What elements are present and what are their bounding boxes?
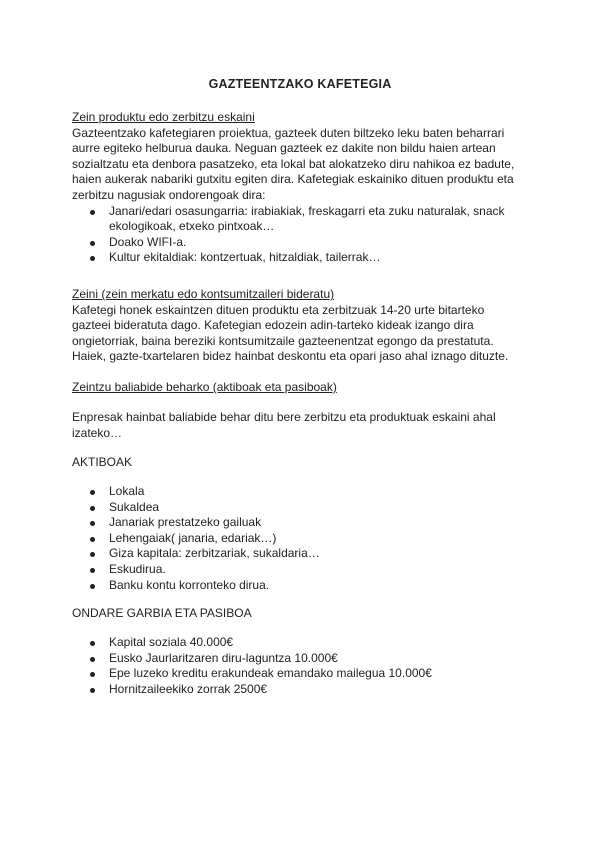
- list-item-text: Kultur ekitaldiak: kontzertuak, hitzaldiak, tailerrak…: [109, 250, 381, 265]
- paragraph-line: Enpresak hainbat baliabide behar ditu bere zerbitzu eta produktuak eskaini ahal: [72, 410, 496, 424]
- list-item: Eusko Jaurlaritzaren diru-laguntza 10.000€: [72, 651, 532, 667]
- paragraph-line: zerbitzu nagusiak ondorengoak dira:: [72, 187, 266, 202]
- products-list: [72, 204, 532, 266]
- list-item: Sukaldea: [72, 500, 532, 516]
- paragraph-line: Haiek, gazte-txartelaren bidez hainbat deskontu eta opari jaso ahal iznago dituzte.: [72, 349, 509, 364]
- section-target: [72, 287, 532, 365]
- paragraph-line: Kafetegi honek eskaintzen dituen produktu eta zerbitzuak 14-20 urte bitarteko: [72, 302, 485, 317]
- subheading: AKTIBOAK: [72, 455, 133, 469]
- list-item: Lehengaiak( janaria, edariak…): [72, 531, 532, 547]
- list-item: Banku kontu korronteko dirua.: [72, 578, 532, 594]
- section-heading: Zeintzu baliabide beharko (aktiboak eta pasiboak): [72, 380, 337, 394]
- aktiboak-list: [72, 484, 532, 593]
- paragraph-line: sozialtzatu eta denbora pasatzeko, eta lokal bat alokatzeko diru nahikoa ez badute,: [72, 156, 515, 171]
- list-item: Giza kapitala: zerbitzariak, sukaldaria…: [72, 546, 532, 562]
- paragraph-line: izateko…: [72, 425, 123, 440]
- list-item-text: ekologikoak, etxeko pintxoak…: [109, 219, 275, 234]
- list-item: Eskudirua.: [72, 562, 532, 578]
- paragraph-line: ongietorriak, baina bereziki kontsumitzaile gazteenentzat egongo da prestatuta.: [72, 333, 494, 348]
- paragraph-line: gazteei bideratuta dago. Kafetegian edozein adin-tarteko kideak izango dira: [72, 318, 474, 333]
- aktiboak-section: [72, 484, 532, 593]
- section-resources: [72, 380, 532, 396]
- list-item: Hornitzaileekiko zorrak 2500€: [72, 682, 532, 698]
- pasiboa-label: [72, 606, 532, 622]
- subheading: ONDARE GARBIA ETA PASIBOA: [72, 606, 252, 620]
- pasiboa-list: [72, 635, 532, 697]
- section-heading: Zein produktu edo zerbitzu eskaini: [72, 110, 255, 124]
- section-heading: Zeini (zein merkatu edo kontsumitzaileri bideratu): [72, 287, 335, 301]
- list-item: Lokala: [72, 484, 532, 500]
- paragraph-line: aurre egiteko helburua dauka. Neguan gazteek ez dakite non bildu haien artean: [72, 141, 496, 156]
- section-products: [72, 110, 532, 266]
- list-item: [72, 235, 532, 251]
- resources-paragraph: [72, 410, 532, 441]
- list-item: Kapital soziala 40.000€: [72, 635, 532, 651]
- pasiboa-section: [72, 635, 532, 697]
- list-item: Janariak prestatzeko gailuak: [72, 515, 532, 531]
- document-title: GAZTEENTZAKO KAFETEGIA: [208, 77, 392, 91]
- list-item: [72, 204, 532, 235]
- list-item-text: Janari/edari osasungarria: irabiakiak, freskagarri eta zuku naturalak, snack: [109, 203, 505, 218]
- paragraph-line: haien aukerak nabariki gutxitu egiten dira. Kafetegiak eskainiko dituen produktu eta: [72, 172, 514, 187]
- list-item: [72, 250, 532, 266]
- aktiboak-label: [72, 455, 532, 471]
- list-item-text: Doako WIFI-a.: [109, 234, 187, 249]
- list-item: Epe luzeko kreditu erakundeak emandako mailegua 10.000€: [72, 666, 532, 682]
- paragraph-line: Gazteentzako kafetegiaren proiektua, gazteek duten biltzeko leku baten beharrari: [72, 125, 505, 140]
